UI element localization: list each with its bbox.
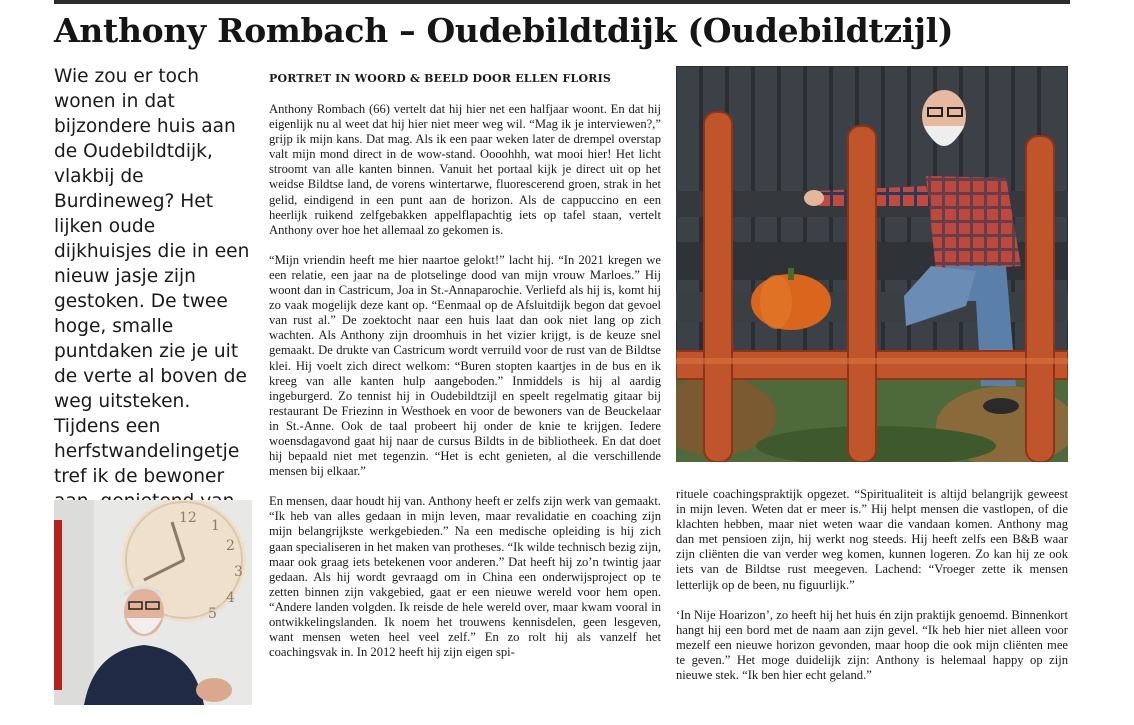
portrait-photo-clock — [54, 500, 252, 705]
portrait-photo-bench — [676, 66, 1068, 462]
clock-numeral: 12 — [179, 510, 197, 526]
clock-numeral: 1 — [211, 518, 220, 534]
article-headline: Anthony Rombach – Oudebildtdijk (Oudebildtzijl) — [54, 11, 954, 50]
top-rule — [54, 0, 1070, 4]
clock-photo-illustration — [54, 500, 252, 705]
paragraph: Anthony Rombach (66) vertelt dat hij hier net een halfjaar woont. En dat hij eigenlijk nu al weet dat hij hier niet meer weg wil. “Mag ik je interviewen?,” grijp ik mijn kans. Dat mag. Als ik een paar weken later de drempel overstap valt mijn mond direct in de wow-stand. Oooohhh, wat mooi hier! Het licht stroomt van alle kanten binnen. Vanuit het portaal kijk je direct uit op het weidse Bildtse land, de vorens wintertarwe, fluorescerend groen, strak in het gelid, eindigend in een punt aan de horizon. Als de cappuccino en een heerlijk ruikend zelfgebakken appelflapachtig iets op tafel staan, vertelt Anthony over hoe het allemaal zo gekomen is. — [269, 102, 661, 237]
bench-photo-illustration — [676, 66, 1068, 462]
article-column-1 — [269, 102, 661, 660]
paragraph: En mensen, daar houdt hij van. Anthony heeft er zelfs zijn werk van gemaakt. “Ik heb van alles gedaan in mijn leven, maar revalidatie en coaching zijn mijn belangrijkste werkgebieden.” Na een medische opleiding is hij zich gaan specialiseren in het maken van protheses. “Ik wilde technisch bezig zijn, maar ook graag iets betekenen voor anderen.” Dat heeft hij zo’n twintig jaar gedaan. Als hij wordt gevraagd om in China een onderwijsproject op te zetten binnen zijn vakgebied, gaat er een nieuwe wereld voor hem open. “Andere landen volgden. Ik reisde de hele wereld over, maar kwam vooral in ontwikkelingslanden. Ik noem het trouwens kennisdelen, geen lesgeven, want mensen weten heel veel zelf.” En zo rolt hij als vanzelf het coachingsvak in. In 2012 heeft hij zijn eigen spi- — [269, 494, 662, 660]
clock-numeral: 5 — [208, 606, 217, 622]
paragraph: ‘In Nije Hoarizon’, zo heeft hij het huis én zijn praktijk genoemd. Binnenkort hangt hij een bord met de naam aan zijn gevel. “Ik heb hier niet alleen voor mezelf een nieuwe horizon gevonden, maar hoop die ook mijn cliënten mee te geven.” Het moge duidelijk zijn: Anthony is helemaal happy op zijn nieuwe stek. “Ik ben hier echt geland.” — [676, 607, 1068, 683]
clock-numeral: 4 — [226, 590, 235, 606]
article-byline: PORTRET IN WOORD & BEELD DOOR ELLEN FLORIS — [269, 72, 612, 85]
paragraph: “Mijn vriendin heeft me hier naartoe gelokt!” lacht hij. “In 2021 kregen we een relatie, een jaar na de plotselinge dood van mijn vrouw Marloes.” Hij woont dan in Castricum, Joa in St.-Annaparochie. Verliefd als hij is, komt hij zo vaak mogelijk deze kant op. “Eenmaal op de Afsluitdijk begon dat gevoel van rust al.” De zoektocht naar een huis laat dan ook niet lang op zich wachten. Als Anthony zijn droomhuis in het vizier krijgt, is de keuze snel gemaakt. De drukte van Castricum wordt verruild voor de rust van de Bildtse klei. Hij voelt zich direct welkom: “Buren stopten kaartjes in de bus en ik kreeg van alle kanten hulp aangeboden.” Inmiddels is hij al aardig ingeburgerd. Zo tennist hij in Oudebildtzijl en speelt regelmatig gitaar bij restaurant De Friezinn in Westhoek en voor de bewoners van de Beuckelaar in St.-Anne. Ook de taal probeert hij onder de knie te krijgen. Iedere woensdagavond gaat hij naar de cursus Bildts in de bibliotheek. En dat doet hij bepaald niet met tegenzin. “Het is echt genieten, al die verschillende mensen bij elkaar.” — [269, 252, 661, 479]
clock-numeral: 3 — [234, 564, 243, 580]
article-intro: Wie zou er toch wonen in dat bijzondere huis aan de Oudebildtdijk, vlakbij de Burdineweg? Het lijken oude dijkhuisjes die in een nieuw jasje zijn gestoken. De twee hoge, smalle puntdaken zie je uit de verte al boven de weg uitsteken. Tijdens een herfstwandelingetje tref ik de bewoner — [54, 66, 250, 487]
article-column-2 — [676, 487, 1068, 683]
clock-numeral: 2 — [226, 538, 235, 554]
paragraph: rituele coachingspraktijk opgezet. “Spiritualiteit is altijd belangrijk geweest in mijn leven. Weten dat er meer is.” Hij helpt mensen die vastlopen, of die klachten hebben, maar niet weten waar die vandaan komen. Anthony mag dan met pensioen zijn, hij werkt nog steeds. Hij heeft zelfs een B&B waar zijn cliënten die van verder weg komen, kunnen logeren. Zo kan hij ze ook iets van de Bildtse rust meegeven. Lachend: “Vroeger zette ik mensen letterlijk op de been, nu figuurlijk.” — [676, 487, 1068, 592]
